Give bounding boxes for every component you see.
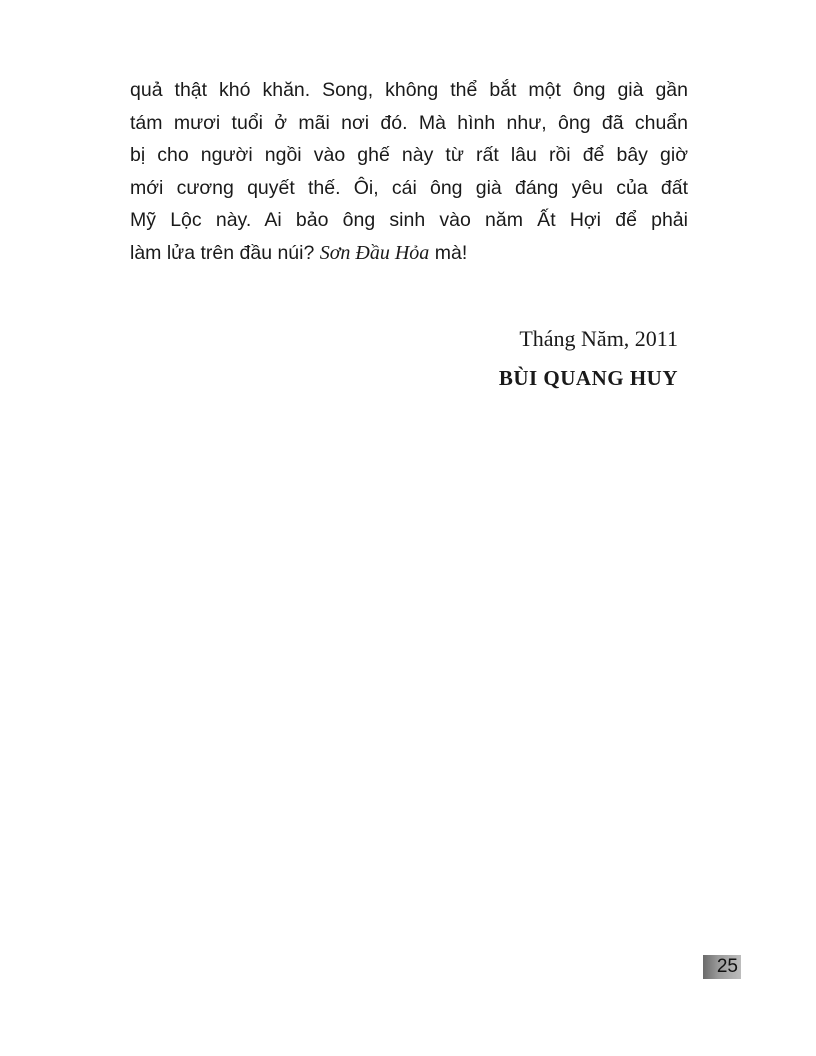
- paragraph-line: mới cương quyết thế. Ôi, cái ông già đáng yêu của đất: [130, 176, 688, 199]
- signoff-block: [499, 322, 678, 395]
- paragraph-line: bị cho người ngồi vào ghế này từ rất lâu rồi để bây giờ: [130, 144, 688, 167]
- paragraph-last-line: [130, 237, 688, 270]
- paragraph-line: quả thật khó khăn. Song, không thể bắt một ông già gần: [130, 79, 688, 101]
- page-number: 25: [703, 955, 741, 979]
- body-paragraph: [130, 74, 688, 270]
- italic-phrase: Sơn Đầu Hỏa: [319, 241, 430, 264]
- paragraph-line: Mỹ Lộc này. Ai bảo ông sinh vào năm Ất Hợi để phải: [130, 209, 688, 232]
- paragraph-line: tám mươi tuổi ở mãi nơi đó. Mà hình như, ông đã chuẩn: [130, 111, 688, 134]
- last-line-text: làm lửa trên đầu núi?: [130, 241, 320, 264]
- author-name: BÙI QUANG HUY: [498, 366, 678, 390]
- last-line-ending: mà!: [429, 241, 468, 264]
- signoff-date: Tháng Năm, 2011: [519, 326, 678, 351]
